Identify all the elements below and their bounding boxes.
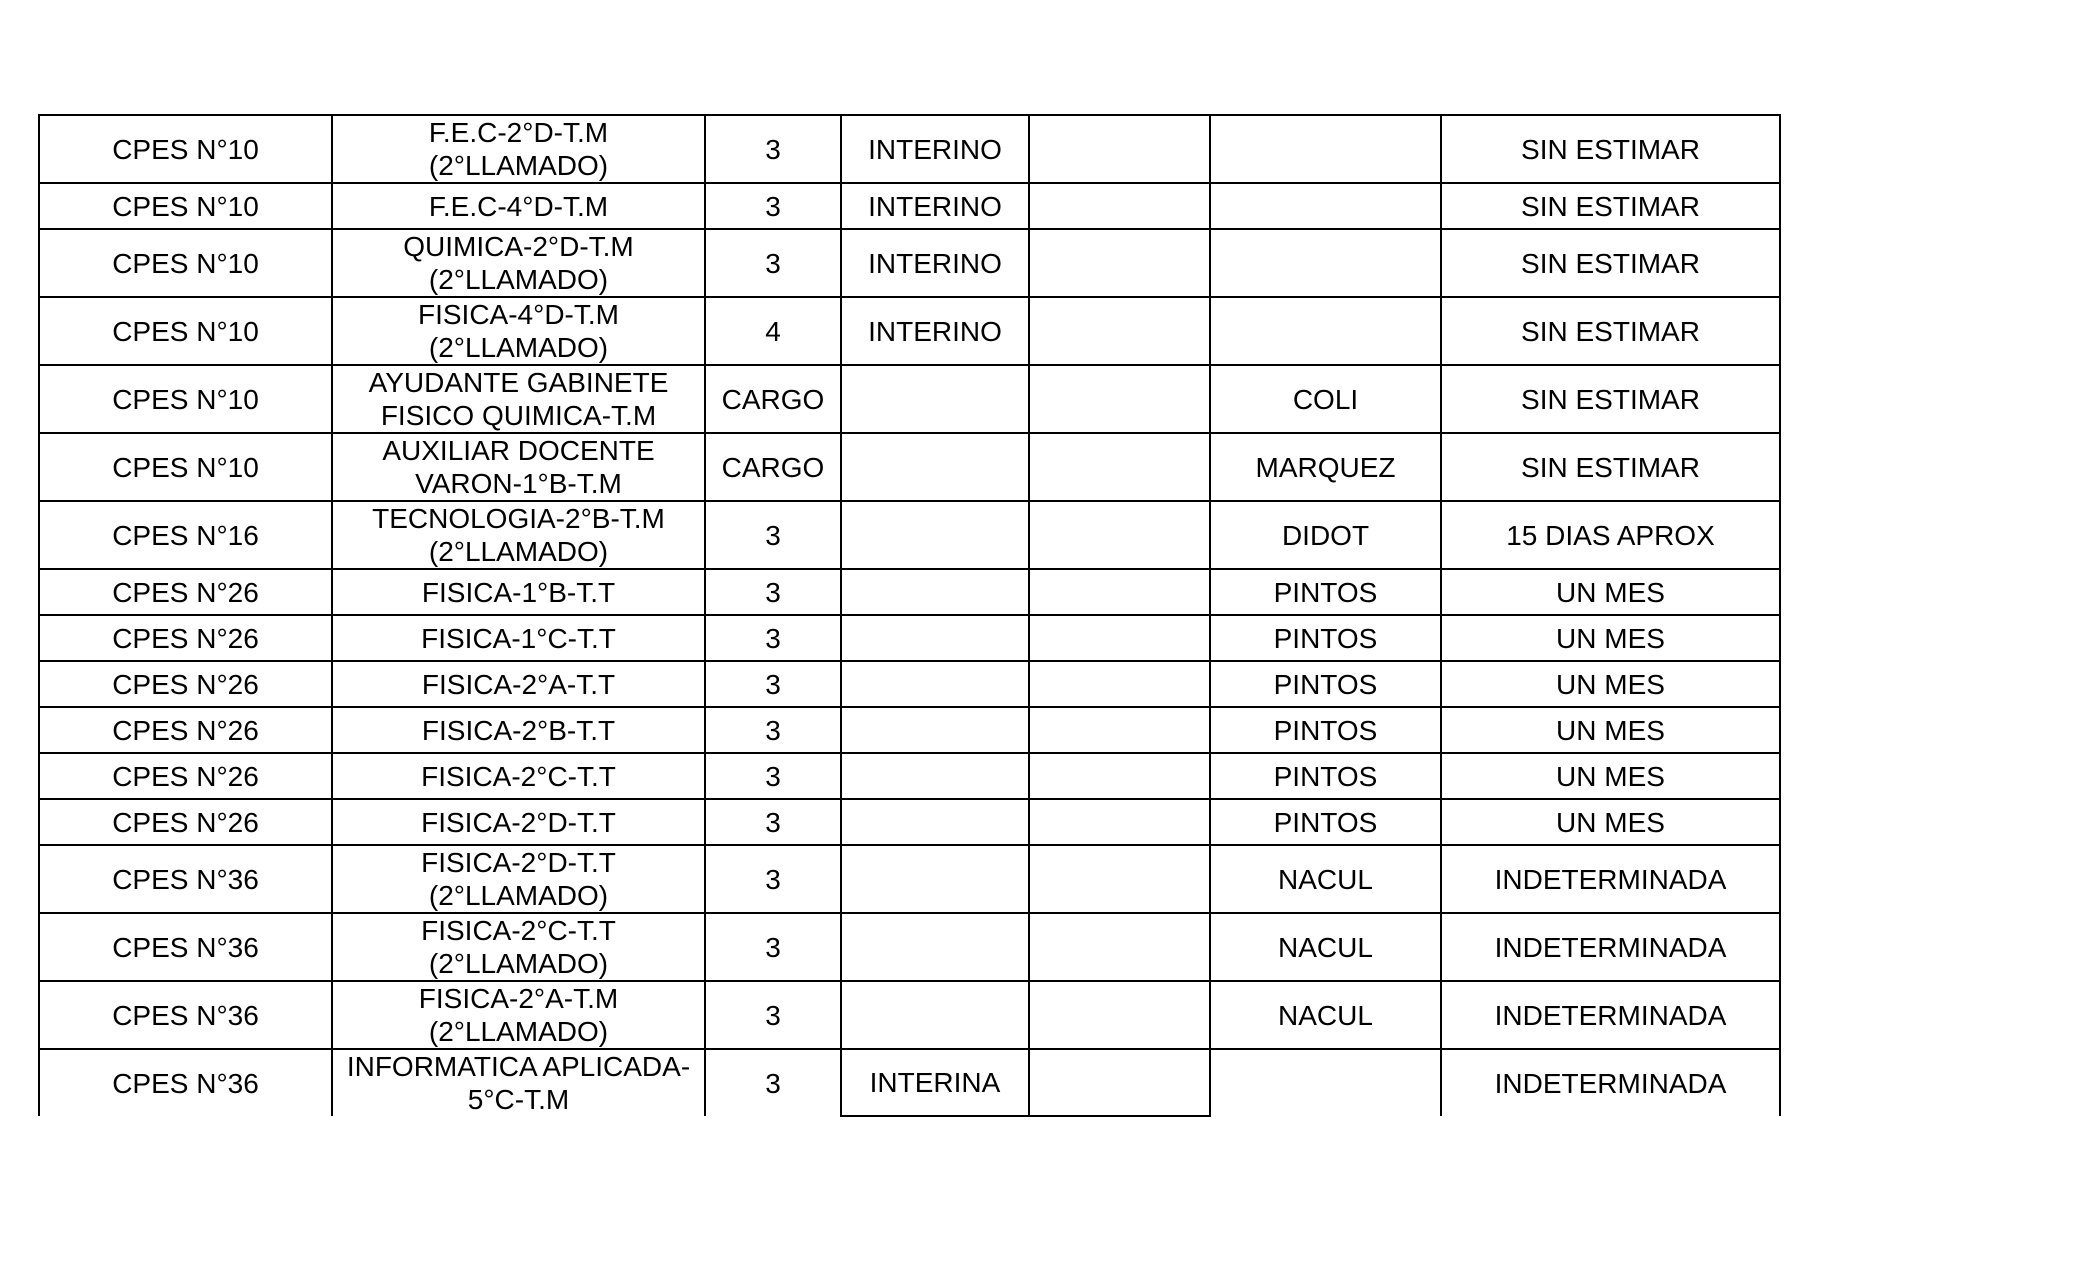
teacher-cell: PINTOS [1210, 753, 1441, 799]
subject-cell: AUXILIAR DOCENTE VARON-1°B-T.M [332, 433, 705, 501]
status-cell: INTERINA [841, 1049, 1029, 1116]
school-cell: CPES N°26 [39, 753, 332, 799]
table-row [39, 297, 1780, 365]
hours-cell: 3 [705, 501, 841, 569]
hours-cell: CARGO [705, 365, 841, 433]
duration-cell: UN MES [1441, 799, 1780, 845]
duration-cell: INDETERMINADA [1441, 845, 1780, 913]
empty-cell [1029, 433, 1210, 501]
empty-cell [1029, 297, 1210, 365]
teacher-cell [1210, 1049, 1441, 1116]
school-cell: CPES N°36 [39, 913, 332, 981]
hours-cell: CARGO [705, 433, 841, 501]
status-cell: INTERINO [841, 229, 1029, 297]
subject-cell: INFORMATICA APLICADA- 5°C-T.M [332, 1049, 705, 1116]
table-row [39, 707, 1780, 753]
subject-cell: AYUDANTE GABINETE FISICO QUIMICA-T.M [332, 365, 705, 433]
status-cell [841, 615, 1029, 661]
status-cell [841, 753, 1029, 799]
empty-cell [1029, 707, 1210, 753]
teacher-cell: DIDOT [1210, 501, 1441, 569]
duration-cell: UN MES [1441, 615, 1780, 661]
subject-cell: FISICA-2°A-T.T [332, 661, 705, 707]
status-cell: INTERINO [841, 297, 1029, 365]
empty-cell [1029, 799, 1210, 845]
status-cell [841, 661, 1029, 707]
school-cell: CPES N°10 [39, 297, 332, 365]
hours-cell: 3 [705, 981, 841, 1049]
teacher-cell [1210, 297, 1441, 365]
subject-cell: TECNOLOGIA-2°B-T.M (2°LLAMADO) [332, 501, 705, 569]
table-row [39, 981, 1780, 1049]
empty-cell [1029, 569, 1210, 615]
subject-cell: FISICA-1°C-T.T [332, 615, 705, 661]
empty-cell [1029, 229, 1210, 297]
table-row [39, 615, 1780, 661]
subject-cell: FISICA-2°C-T.T (2°LLAMADO) [332, 913, 705, 981]
hours-cell: 3 [705, 615, 841, 661]
subject-cell: FISICA-2°D-T.T (2°LLAMADO) [332, 845, 705, 913]
status-cell [841, 845, 1029, 913]
teacher-cell: PINTOS [1210, 569, 1441, 615]
status-cell [841, 981, 1029, 1049]
status-cell [841, 501, 1029, 569]
empty-cell [1029, 615, 1210, 661]
duration-cell: SIN ESTIMAR [1441, 183, 1780, 229]
teacher-cell: PINTOS [1210, 799, 1441, 845]
duration-cell: SIN ESTIMAR [1441, 433, 1780, 501]
hours-cell: 3 [705, 661, 841, 707]
teacher-cell: PINTOS [1210, 615, 1441, 661]
table-row [39, 799, 1780, 845]
duration-cell: SIN ESTIMAR [1441, 115, 1780, 183]
teacher-cell: COLI [1210, 365, 1441, 433]
table-row [39, 661, 1780, 707]
school-cell: CPES N°26 [39, 569, 332, 615]
table-row [39, 229, 1780, 297]
teacher-cell: PINTOS [1210, 661, 1441, 707]
teacher-cell: NACUL [1210, 913, 1441, 981]
duration-cell: UN MES [1441, 753, 1780, 799]
hours-cell: 3 [705, 569, 841, 615]
hours-cell: 3 [705, 799, 841, 845]
status-cell [841, 365, 1029, 433]
hours-cell: 3 [705, 183, 841, 229]
teacher-cell [1210, 183, 1441, 229]
status-cell [841, 707, 1029, 753]
subject-cell: FISICA-2°B-T.T [332, 707, 705, 753]
duration-cell: SIN ESTIMAR [1441, 297, 1780, 365]
hours-cell: 3 [705, 229, 841, 297]
empty-cell [1029, 115, 1210, 183]
duration-cell: UN MES [1441, 707, 1780, 753]
school-cell: CPES N°10 [39, 365, 332, 433]
table-row [39, 913, 1780, 981]
subject-cell: F.E.C-4°D-T.M [332, 183, 705, 229]
duration-cell: UN MES [1441, 661, 1780, 707]
school-cell: CPES N°16 [39, 501, 332, 569]
teacher-cell: PINTOS [1210, 707, 1441, 753]
status-cell [841, 433, 1029, 501]
status-cell: INTERINO [841, 115, 1029, 183]
hours-cell: 3 [705, 707, 841, 753]
duration-cell: INDETERMINADA [1441, 981, 1780, 1049]
empty-cell [1029, 501, 1210, 569]
teacher-cell: MARQUEZ [1210, 433, 1441, 501]
empty-cell [1029, 845, 1210, 913]
duration-cell: SIN ESTIMAR [1441, 365, 1780, 433]
table-row [39, 433, 1780, 501]
empty-cell [1029, 661, 1210, 707]
status-cell: INTERINO [841, 183, 1029, 229]
teacher-cell: NACUL [1210, 845, 1441, 913]
table-row [39, 183, 1780, 229]
status-cell [841, 799, 1029, 845]
empty-cell [1029, 913, 1210, 981]
duration-cell: SIN ESTIMAR [1441, 229, 1780, 297]
table-row [39, 1049, 1780, 1116]
subject-cell: FISICA-2°C-T.T [332, 753, 705, 799]
empty-cell [1029, 753, 1210, 799]
table-row [39, 501, 1780, 569]
hours-cell: 3 [705, 115, 841, 183]
school-cell: CPES N°10 [39, 115, 332, 183]
status-cell [841, 569, 1029, 615]
hours-cell: 3 [705, 845, 841, 913]
table-row [39, 115, 1780, 183]
empty-cell [1029, 981, 1210, 1049]
teacher-cell: NACUL [1210, 981, 1441, 1049]
table-row [39, 845, 1780, 913]
subject-cell: F.E.C-2°D-T.M (2°LLAMADO) [332, 115, 705, 183]
duration-cell: INDETERMINADA [1441, 913, 1780, 981]
school-cell: CPES N°26 [39, 661, 332, 707]
table-row [39, 753, 1780, 799]
school-cell: CPES N°36 [39, 1049, 332, 1116]
status-cell [841, 913, 1029, 981]
subject-cell: FISICA-1°B-T.T [332, 569, 705, 615]
school-cell: CPES N°26 [39, 799, 332, 845]
vacancies-table [38, 114, 1781, 1117]
hours-cell: 3 [705, 1049, 841, 1116]
school-cell: CPES N°10 [39, 433, 332, 501]
empty-cell [1029, 183, 1210, 229]
duration-cell: INDETERMINADA [1441, 1049, 1780, 1116]
table-row [39, 365, 1780, 433]
school-cell: CPES N°36 [39, 845, 332, 913]
duration-cell: UN MES [1441, 569, 1780, 615]
hours-cell: 4 [705, 297, 841, 365]
subject-cell: QUIMICA-2°D-T.M (2°LLAMADO) [332, 229, 705, 297]
school-cell: CPES N°26 [39, 707, 332, 753]
duration-cell: 15 DIAS APROX [1441, 501, 1780, 569]
teacher-cell [1210, 115, 1441, 183]
teacher-cell [1210, 229, 1441, 297]
empty-cell [1029, 1049, 1210, 1116]
school-cell: CPES N°10 [39, 183, 332, 229]
subject-cell: FISICA-4°D-T.M (2°LLAMADO) [332, 297, 705, 365]
school-cell: CPES N°10 [39, 229, 332, 297]
table-row [39, 569, 1780, 615]
hours-cell: 3 [705, 913, 841, 981]
hours-cell: 3 [705, 753, 841, 799]
school-cell: CPES N°26 [39, 615, 332, 661]
empty-cell [1029, 365, 1210, 433]
subject-cell: FISICA-2°A-T.M (2°LLAMADO) [332, 981, 705, 1049]
subject-cell: FISICA-2°D-T.T [332, 799, 705, 845]
school-cell: CPES N°36 [39, 981, 332, 1049]
